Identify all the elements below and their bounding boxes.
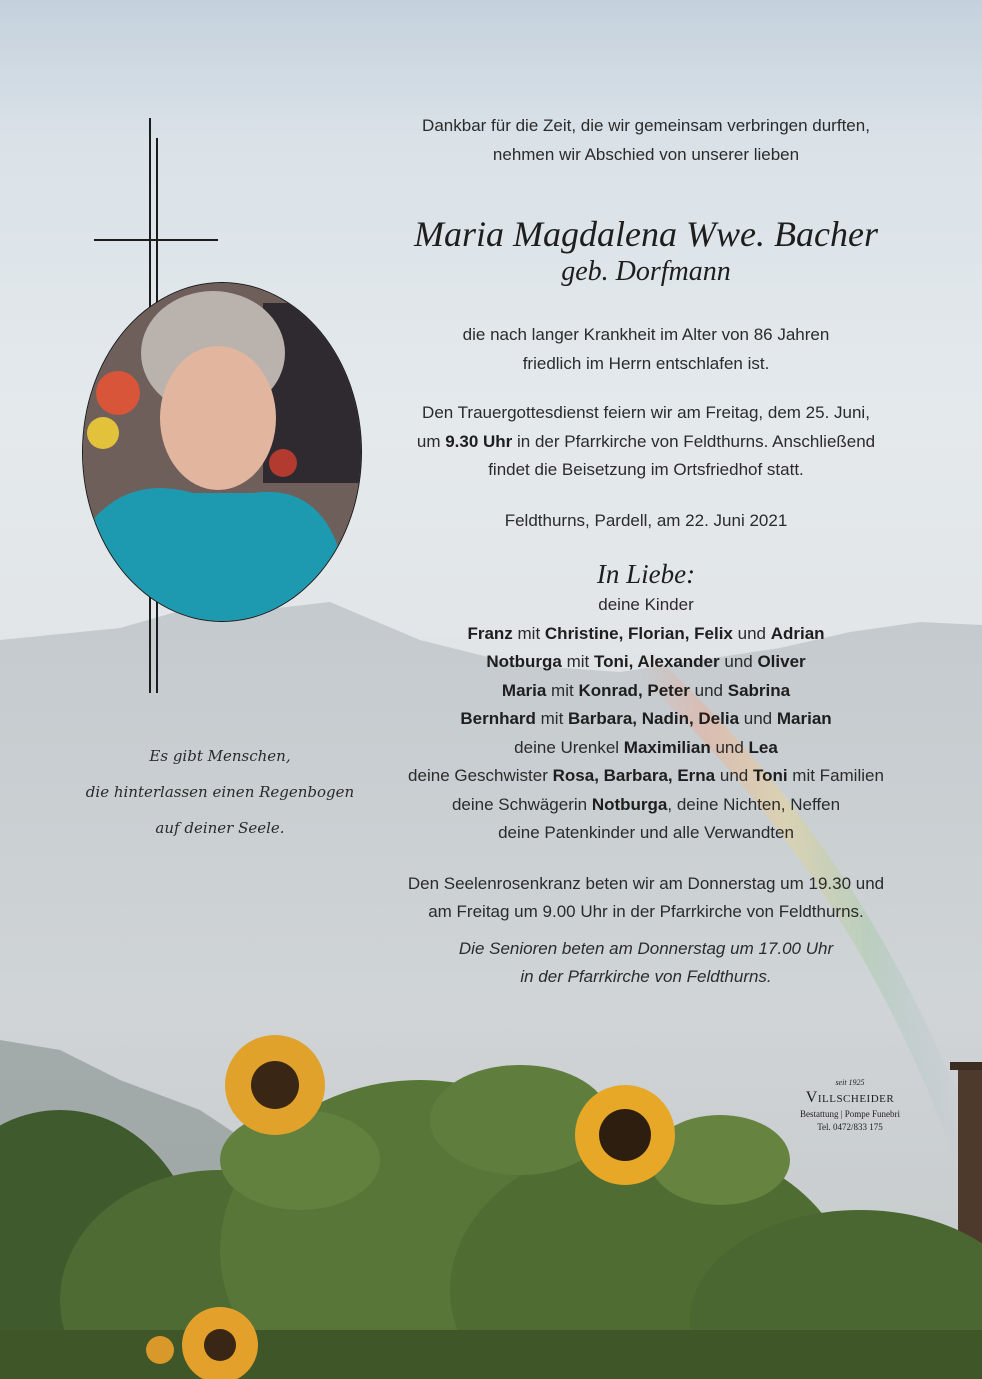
rosary-line: Den Seelenrosenkranz beten wir am Donnerstag um 19.30 und: [407, 873, 885, 893]
mourner-name: Christine, Florian, Felix: [544, 623, 733, 643]
mourner-connector: und: [710, 737, 749, 757]
mourner-line: [380, 762, 912, 791]
mourner-name: Adrian: [770, 623, 825, 643]
intro-line: Dankbar für die Zeit, die wir gemeinsam verbringen durften,: [422, 116, 870, 135]
seniors-line: in der Pfarrkirche von Feldthurns.: [520, 967, 772, 986]
rosary-line: am Freitag um 9.00 Uhr in der Pfarrkirche von Feldthurns.: [428, 902, 864, 921]
service-line: [380, 428, 912, 457]
mourner-line: [380, 677, 912, 706]
mourner-name: Oliver: [757, 652, 806, 671]
seniors-line: Die Senioren beten am Donnerstag um 17.00 Uhr: [458, 938, 834, 958]
mourner-name: Bernhard: [460, 709, 536, 728]
quote-line: Es gibt Menschen,: [149, 747, 291, 765]
mourner-name: Maria: [501, 680, 547, 700]
mourner-name: Sabrina: [727, 680, 791, 700]
mourner-line: [380, 734, 912, 763]
mourner-name: Franz: [467, 623, 513, 643]
mourner-name: Marian: [776, 709, 832, 728]
deceased-name: Maria Magdalena Wwe. Bacher: [414, 214, 878, 254]
mourner-name: Notburga: [486, 652, 562, 671]
mourner-connector: und: [732, 623, 771, 643]
mourner-connector: und: [715, 766, 753, 785]
mourner-connector: deine Geschwister: [408, 766, 553, 785]
mourner-connector: mit: [512, 623, 545, 643]
mourner-connector: deine Urenkel: [514, 737, 624, 757]
service-text: um: [416, 431, 446, 451]
mourner-name: Rosa, Barbara, Erna: [552, 766, 716, 785]
death-notice-line: friedlich im Herrn entschlafen ist.: [522, 353, 770, 373]
mourner-name: Barbara, Nadin, Delia: [568, 709, 740, 728]
quote-block: [60, 738, 380, 846]
portrait-photo: [83, 283, 362, 622]
mourner-line: deine Patenkinder und alle Verwandten: [498, 823, 794, 842]
cross-horizontal-bar: [94, 239, 218, 241]
mourner-line: [380, 648, 912, 677]
mourner-connector: mit: [535, 709, 569, 728]
mourner-name: Notburga: [591, 794, 668, 814]
quote-line: die hinterlassen einen Regenbogen: [85, 783, 355, 801]
mourner-connector: und: [689, 680, 728, 700]
death-notice-line: die nach langer Krankheit im Alter von 86 Jahren: [462, 325, 830, 344]
mourner-connector: deine Schwägerin: [451, 794, 592, 814]
logo-phone: Tel. 0472/833 175: [817, 1122, 883, 1132]
service-time: 9.30 Uhr: [445, 431, 513, 451]
place-date: Feldthurns, Pardell, am 22. Juni 2021: [504, 510, 788, 530]
mourner-line: [380, 791, 912, 820]
mourner-connector: mit: [546, 680, 579, 700]
mourner-connector: und: [719, 652, 758, 671]
mourner-name: Toni, Alexander: [594, 652, 720, 671]
mourner-name: Maximilian: [623, 737, 711, 757]
logo-since: seit 1925: [835, 1078, 865, 1087]
deceased-portrait: [82, 282, 362, 622]
quote-line: auf deiner Seele.: [155, 819, 285, 837]
intro-line: nehmen wir Abschied von unserer lieben: [492, 144, 800, 164]
mourner-name: Konrad, Peter: [578, 680, 690, 700]
mourner-connector: , deine Nichten, Neffen: [667, 794, 841, 814]
mourner-connector: mit Familien: [787, 766, 884, 785]
mourner-line: [380, 705, 912, 734]
mourner-name: Lea: [748, 737, 778, 757]
logo-subtitle: Bestattung | Pompe Funebri: [799, 1109, 901, 1119]
mourner-name: Toni: [752, 766, 788, 785]
mourner-line: [380, 620, 912, 649]
in-liebe-heading: In Liebe:: [596, 559, 696, 589]
service-text: in der Pfarrkirche von Feldthurns. Anschließend: [512, 431, 876, 451]
children-label: deine Kinder: [598, 595, 694, 614]
service-line: Den Trauergottesdienst feiern wir am Freitag, dem 25. Juni,: [422, 403, 870, 422]
obituary-text: [380, 112, 912, 992]
mourner-connector: mit: [561, 652, 594, 671]
logo-brand: Villscheider: [805, 1089, 895, 1106]
service-line: findet die Beisetzung im Ortsfriedhof statt.: [488, 460, 804, 479]
funeral-home-logo: [780, 1078, 920, 1134]
mourner-connector: und: [739, 709, 777, 728]
maiden-name: geb. Dorfmann: [561, 256, 731, 287]
